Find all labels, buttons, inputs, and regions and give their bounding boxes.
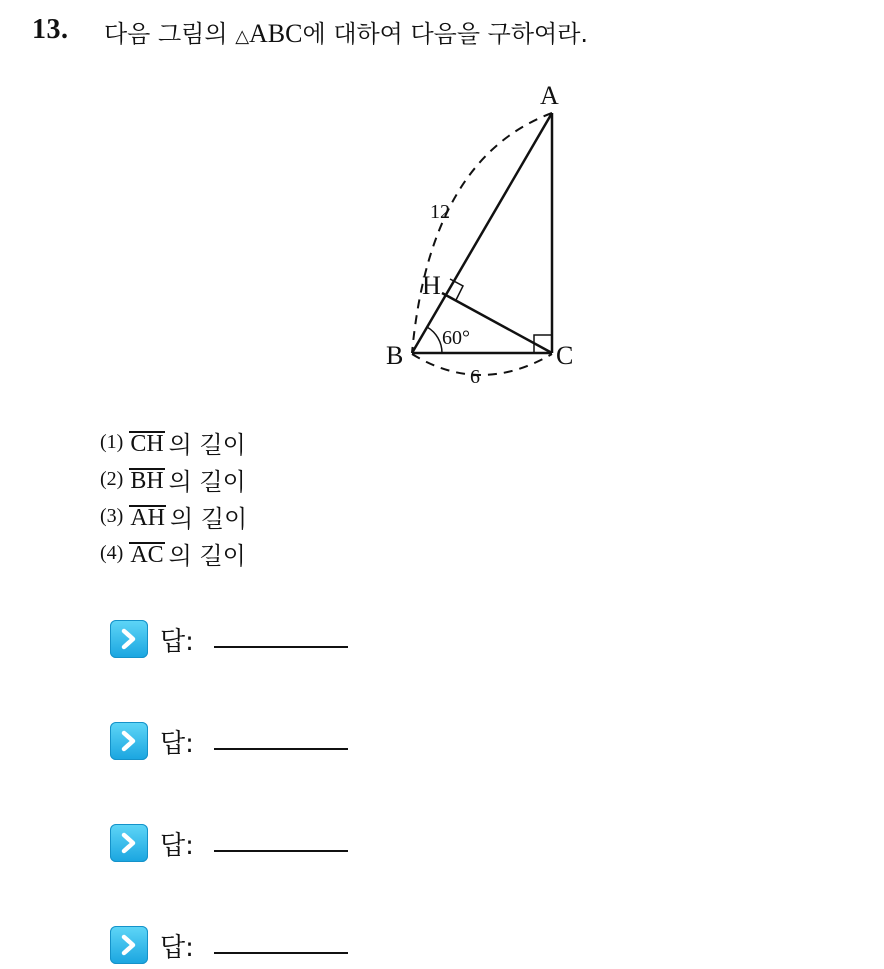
sub-question-number: (4) [100,542,124,564]
question-text [104,14,588,49]
side-label-ab: 12 [430,201,450,223]
sub-question-list [100,424,247,572]
vertex-label-c: C [556,341,574,370]
side-label-bc: 6 [470,366,480,388]
side-ab [412,113,552,353]
answer-label: 답: [160,728,194,759]
vertex-label-h: H [422,271,441,300]
triangle-figure [370,78,600,398]
sub-question-1 [100,424,247,461]
sub-question-suffix: 의 길이 [168,468,246,496]
answer-input-2[interactable] [214,748,348,750]
sub-question-suffix: 의 길이 [170,505,248,533]
sub-question-number: (1) [100,431,124,453]
sub-question-number: (3) [100,505,124,527]
sub-question-3 [100,498,247,535]
problem-number: 13. [32,14,69,45]
triangle-name: ABC [249,19,303,48]
answer-row-1 [110,620,194,658]
angle-arc-b [427,327,442,353]
question-text-before: 다음 그림의 [104,20,236,48]
segment-label: AH [130,504,165,531]
triangle-symbol: △ [235,26,250,47]
segment-label: AC [130,541,164,568]
angle-label: 60° [442,327,470,349]
answer-row-3 [110,824,194,862]
answer-input-3[interactable] [214,850,348,852]
sub-question-suffix: 의 길이 [168,542,246,570]
chevron-right-icon [110,620,148,658]
answer-label: 답: [160,626,194,657]
sub-question-suffix: 의 길이 [168,431,246,459]
chevron-right-icon [110,722,148,760]
vertex-label-a: A [540,81,559,110]
segment-label: CH [130,430,164,457]
sub-question-4 [100,535,247,572]
answer-input-4[interactable] [214,952,348,954]
answer-label: 답: [160,932,194,963]
question-text-after: 에 대하여 다음을 구하여라. [302,20,589,48]
chevron-right-icon [110,926,148,964]
sub-question-number: (2) [100,468,124,490]
chevron-right-icon [110,824,148,862]
sub-question-2 [100,461,247,498]
answer-row-2 [110,722,194,760]
answer-row-4 [110,926,194,964]
vertex-label-b: B [386,341,404,370]
arc-bc-dashed [412,354,552,375]
answer-label: 답: [160,830,194,861]
answer-input-1[interactable] [214,646,348,648]
segment-label: BH [130,467,164,494]
